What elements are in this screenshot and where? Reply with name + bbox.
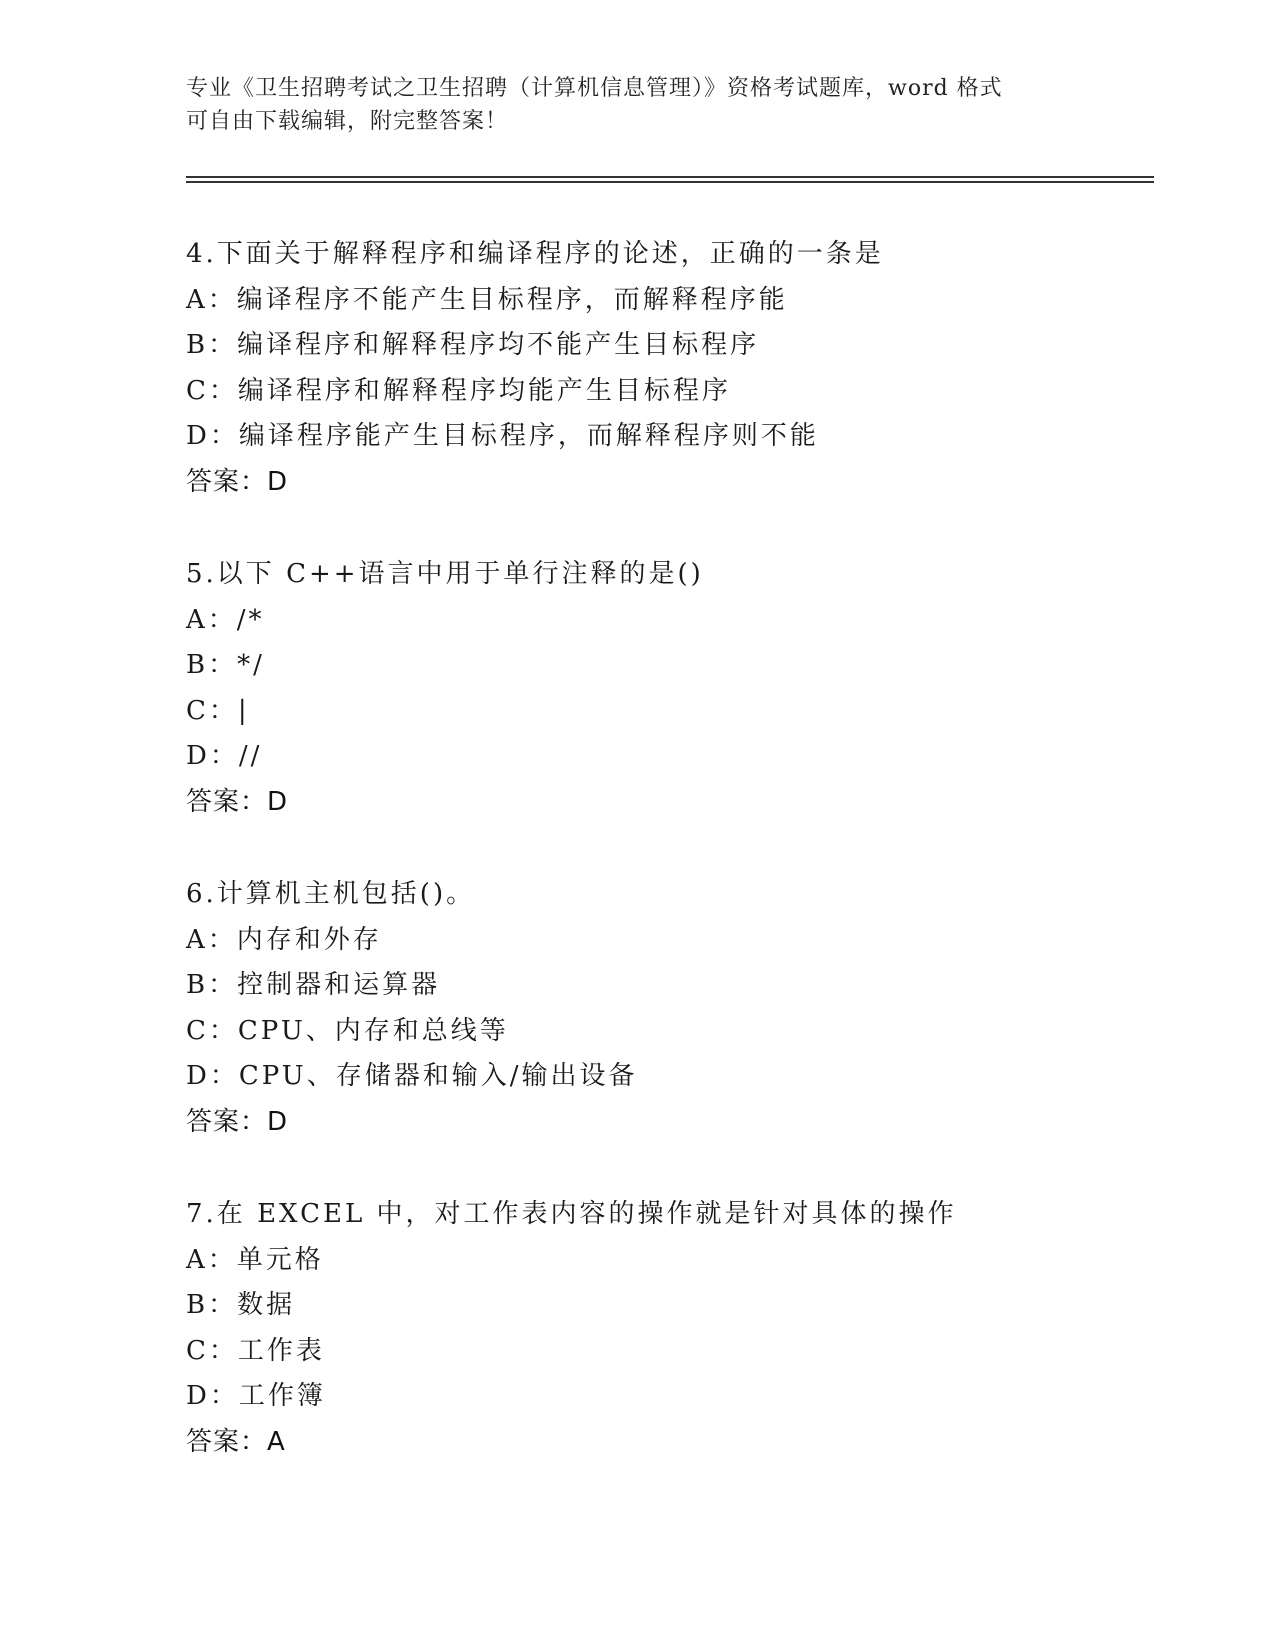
option-a: A：单元格 <box>186 1244 324 1275</box>
option-c: C：编译程序和解释程序均能产生目标程序 <box>186 375 731 406</box>
option-a: A：/* <box>186 604 265 635</box>
question-4 <box>186 232 1146 505</box>
option-a: A：编译程序不能产生目标程序，而解释程序能 <box>186 284 788 315</box>
option-a: A：内存和外存 <box>186 924 382 955</box>
header-divider-top <box>186 176 1154 178</box>
answer-text: 答案：D <box>186 786 289 817</box>
header-title-line-2: 可自由下载编辑，附完整答案！ <box>186 109 509 134</box>
option-c: C：CPU、内存和总线等 <box>186 1015 509 1046</box>
option-c: C：| <box>186 695 250 726</box>
question-stem: 7.在 EXCEL 中，对工作表内容的操作就是针对具体的操作 <box>186 1199 957 1229</box>
option-d: D：工作簿 <box>186 1381 326 1411</box>
option-b: B：编译程序和解释程序均不能产生目标程序 <box>186 330 760 360</box>
question-6 <box>186 872 1146 1145</box>
option-b: B：数据 <box>186 1290 296 1320</box>
document-header <box>186 72 1086 138</box>
question-stem: 4.下面关于解释程序和编译程序的论述，正确的一条是 <box>186 239 884 269</box>
answer-text: 答案：D <box>186 1106 289 1137</box>
option-d: D：// <box>186 741 263 771</box>
question-stem: 5.以下 C++语言中用于单行注释的是() <box>186 559 704 589</box>
question-stem: 6.计算机主机包括()。 <box>186 879 476 909</box>
option-d: D：编译程序能产生目标程序，而解释程序则不能 <box>186 421 819 451</box>
header-divider-bottom <box>186 181 1154 183</box>
answer-text: 答案：D <box>186 466 289 497</box>
question-5 <box>186 552 1146 825</box>
option-b: B：控制器和运算器 <box>186 970 441 1000</box>
answer-text: 答案：A <box>186 1426 286 1457</box>
question-7 <box>186 1192 1146 1465</box>
header-title-line-1: 专业《卫生招聘考试之卫生招聘（计算机信息管理）》资格考试题库，word 格式 <box>186 76 1003 101</box>
option-b: B：*/ <box>186 650 265 680</box>
option-d: D：CPU、存储器和输入/输出设备 <box>186 1061 638 1091</box>
option-c: C：工作表 <box>186 1335 325 1366</box>
